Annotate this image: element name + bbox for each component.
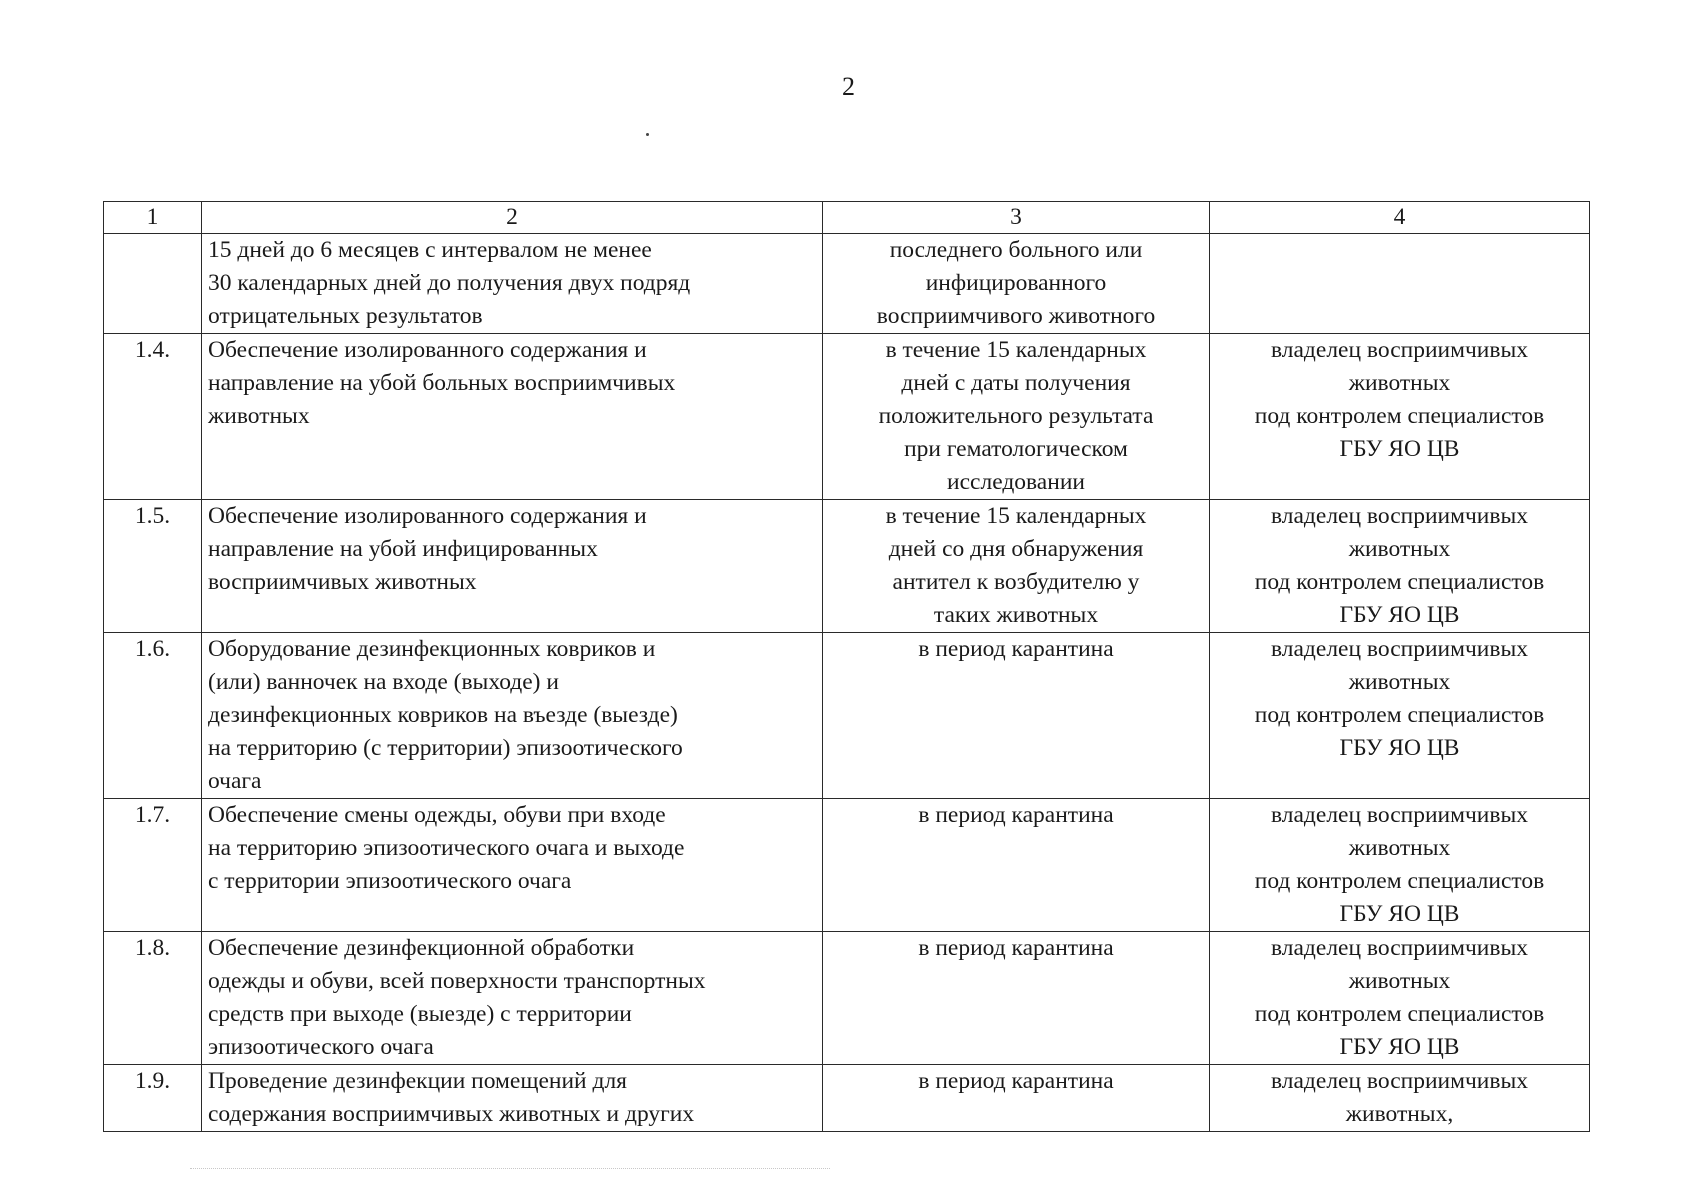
measure-term: последнего больного или инфицированного восприимчивого животного	[823, 234, 1210, 334]
column-header-4: 4	[1210, 202, 1590, 234]
measure-responsible: владелец восприимчивых животных,	[1210, 1065, 1590, 1132]
measure-term: в период карантина	[823, 799, 1210, 932]
measures-table	[103, 201, 1590, 1132]
table-row	[104, 334, 1590, 500]
scan-speck	[646, 133, 649, 136]
row-number: 1.4.	[104, 334, 202, 500]
measure-term: в период карантина	[823, 932, 1210, 1065]
scan-artifact-dots	[190, 1168, 830, 1170]
column-header-3: 3	[823, 202, 1210, 234]
measure-term: в период карантина	[823, 633, 1210, 799]
measure-description: Обеспечение изолированного содержания и направление на убой больных восприимчивых животных	[202, 334, 823, 500]
measure-responsible: владелец восприимчивых животных под контролем специалистов ГБУ ЯО ЦВ	[1210, 633, 1590, 799]
column-header-2: 2	[202, 202, 823, 234]
measure-description: Проведение дезинфекции помещений для содержания восприимчивых животных и других	[202, 1065, 823, 1132]
table-row	[104, 234, 1590, 334]
measure-term: в течение 15 календарных дней со дня обнаружения антител к возбудителю у таких животных	[823, 500, 1210, 633]
table-row	[104, 932, 1590, 1065]
measure-description: Обеспечение смены одежды, обуви при входе на территорию эпизоотического очага и выходе с территории эпизоотического очага	[202, 799, 823, 932]
table-row	[104, 500, 1590, 633]
measure-term: в период карантина	[823, 1065, 1210, 1132]
table-header-row	[104, 202, 1590, 234]
measure-responsible: владелец восприимчивых животных под контролем специалистов ГБУ ЯО ЦВ	[1210, 334, 1590, 500]
measure-description: Обеспечение дезинфекционной обработки одежды и обуви, всей поверхности транспортных средств при выходе (выезде) с территории эпизоотического очага	[202, 932, 823, 1065]
row-number: 1.8.	[104, 932, 202, 1065]
page-number: 2	[842, 72, 855, 101]
table-row	[104, 1065, 1590, 1132]
column-header-1: 1	[104, 202, 202, 234]
row-number: 1.9.	[104, 1065, 202, 1132]
row-number: 1.7.	[104, 799, 202, 932]
measure-responsible: владелец восприимчивых животных под контролем специалистов ГБУ ЯО ЦВ	[1210, 799, 1590, 932]
measure-responsible: владелец восприимчивых животных под контролем специалистов ГБУ ЯО ЦВ	[1210, 932, 1590, 1065]
table-row	[104, 799, 1590, 932]
measure-responsible: владелец восприимчивых животных под контролем специалистов ГБУ ЯО ЦВ	[1210, 500, 1590, 633]
measure-description: Обеспечение изолированного содержания и направление на убой инфицированных восприимчивых животных	[202, 500, 823, 633]
measure-term: в течение 15 календарных дней с даты получения положительного результата при гематологическом исследовании	[823, 334, 1210, 500]
row-number: 1.6.	[104, 633, 202, 799]
row-number	[104, 234, 202, 334]
measure-description: 15 дней до 6 месяцев с интервалом не менее 30 календарных дней до получения двух подряд отрицательных результатов	[202, 234, 823, 334]
row-number: 1.5.	[104, 500, 202, 633]
table-row	[104, 633, 1590, 799]
measure-responsible	[1210, 234, 1590, 334]
measure-description: Оборудование дезинфекционных ковриков и (или) ванночек на входе (выходе) и дезинфекционных ковриков на въезде (выезде) на территорию (с территории) эпизоотического очага	[202, 633, 823, 799]
